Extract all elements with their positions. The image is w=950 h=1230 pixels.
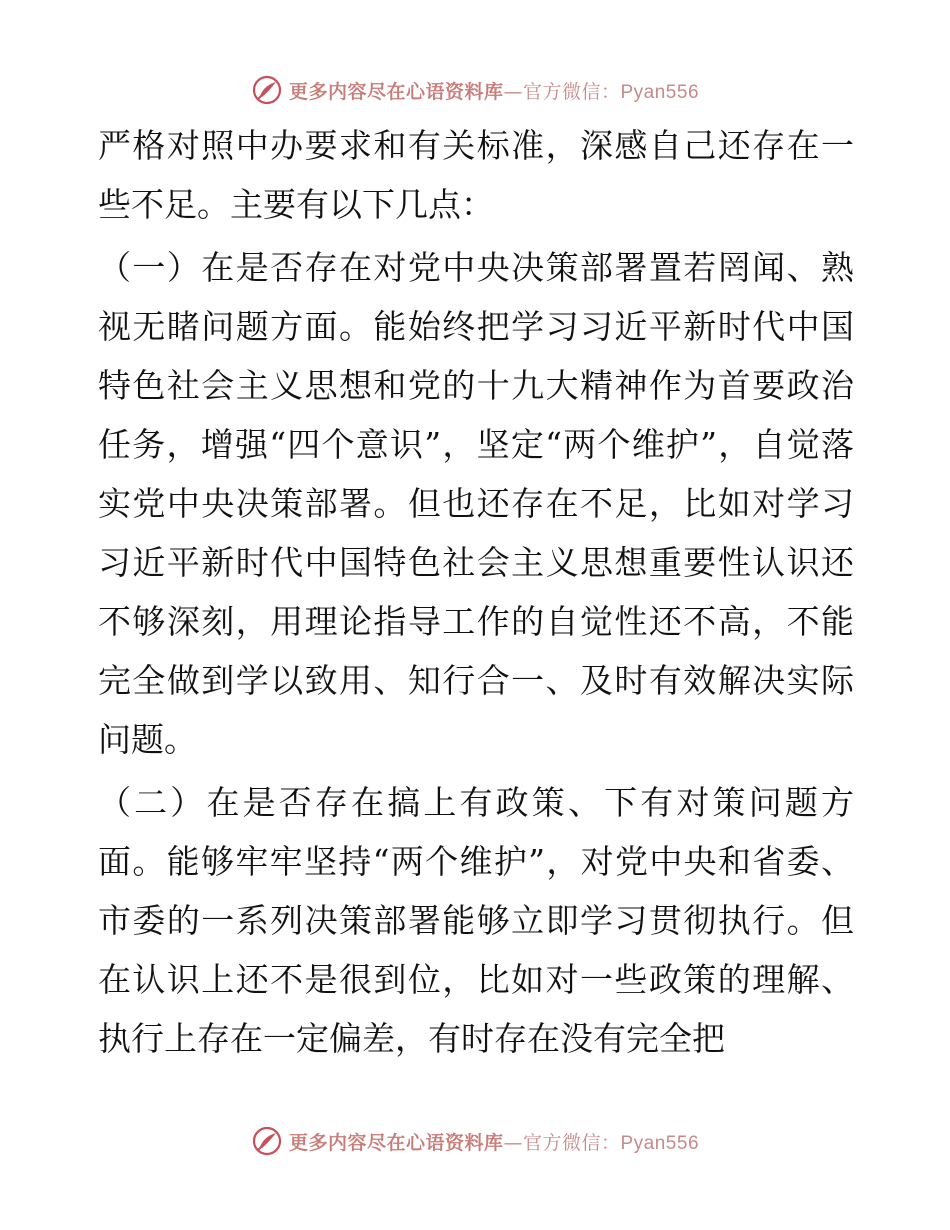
watermark-site-name: 更多内容尽在心语资料库	[288, 80, 504, 103]
header-watermark	[0, 70, 950, 110]
watermark-text	[289, 77, 699, 104]
watermark-wechat-label: 官方微信：	[522, 1131, 621, 1154]
paragraph-intro: 严格对照中办要求和有关标准，深感自己还存在一些不足。主要有以下几点：	[98, 126, 854, 224]
watermark-dash: —	[503, 1131, 523, 1154]
watermark-dash: —	[503, 80, 523, 103]
paragraph-section-1: （一）在是否存在对党中央决策部署置若罔闻、熟视无睹问题方面。能始终把学习习近平新时代中国特色社会主义思想和党的十九大精神作为首要政治任务，增强“四个意识”，坚定“两个维护”，自觉落实党中央决策部署。但也还存在不足，比如对学习习近平新时代中国特色社会主义思想重要性认识还不够深刻，用理论指导工作的自觉性还不高，不能完全做到学以致用、知行合一、及时有效解决实际问题。	[98, 248, 854, 759]
paragraph-section-2: （二）在是否存在搞上有政策、下有对策问题方面。能够牢牢坚持“两个维护”，对党中央和省委、市委的一系列决策部署能够立即学习贯彻执行。但在认识上还不是很到位，比如对一些政策的理解、执行上存在一定偏差，有时存在没有完全把	[98, 783, 854, 1058]
pen-logo-icon	[251, 74, 283, 106]
pen-logo-icon	[251, 1125, 283, 1157]
watermark-wechat-label: 官方微信：	[522, 80, 621, 103]
watermark-wechat-id: Pyan556	[620, 1132, 700, 1154]
footer-watermark	[0, 1121, 950, 1161]
watermark-text	[289, 1128, 699, 1155]
watermark-site-name: 更多内容尽在心语资料库	[288, 1131, 504, 1154]
watermark-wechat-id: Pyan556	[620, 81, 700, 103]
document-body	[98, 116, 854, 1068]
